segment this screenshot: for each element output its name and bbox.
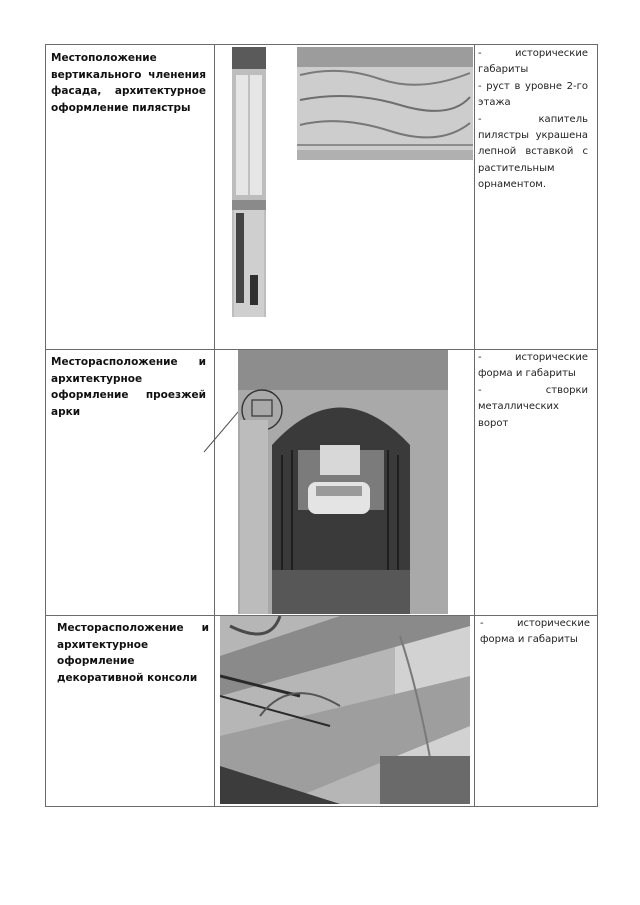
console-photo bbox=[220, 616, 470, 804]
row-1-note-3: - капитель пилястры украшена лепной вставкой с растительным орнаментом. bbox=[478, 113, 588, 191]
row-2-note-1: - исторические форма и габариты bbox=[478, 352, 588, 380]
row-3-notes bbox=[480, 616, 590, 649]
table-border-bottom bbox=[45, 806, 598, 807]
row-1-notes bbox=[478, 46, 588, 194]
table-border-left bbox=[45, 44, 46, 807]
row-1-note-1: - исторические габариты bbox=[478, 48, 588, 76]
row-1-note-2: - руст в уровне 2-го этажа bbox=[478, 80, 588, 109]
archway-photo bbox=[200, 350, 450, 615]
row-2-notes bbox=[478, 350, 588, 432]
row-1-label: Местоположение вертикального членения фасада, архитектурное оформление пилястры bbox=[51, 52, 206, 114]
row-2-note-2: - створки металлических ворот bbox=[478, 384, 588, 429]
row-2-label: Месторасположение и архитектурное оформление проезжей арки bbox=[51, 356, 206, 418]
row-3-note-1: - исторические форма и габариты bbox=[480, 618, 590, 646]
row-3-label: Месторасположение и архитектурное оформление декоративной консоли bbox=[57, 622, 209, 684]
table-border-right bbox=[597, 44, 598, 807]
pilaster-photo bbox=[230, 45, 473, 320]
column-divider-2 bbox=[474, 44, 475, 807]
